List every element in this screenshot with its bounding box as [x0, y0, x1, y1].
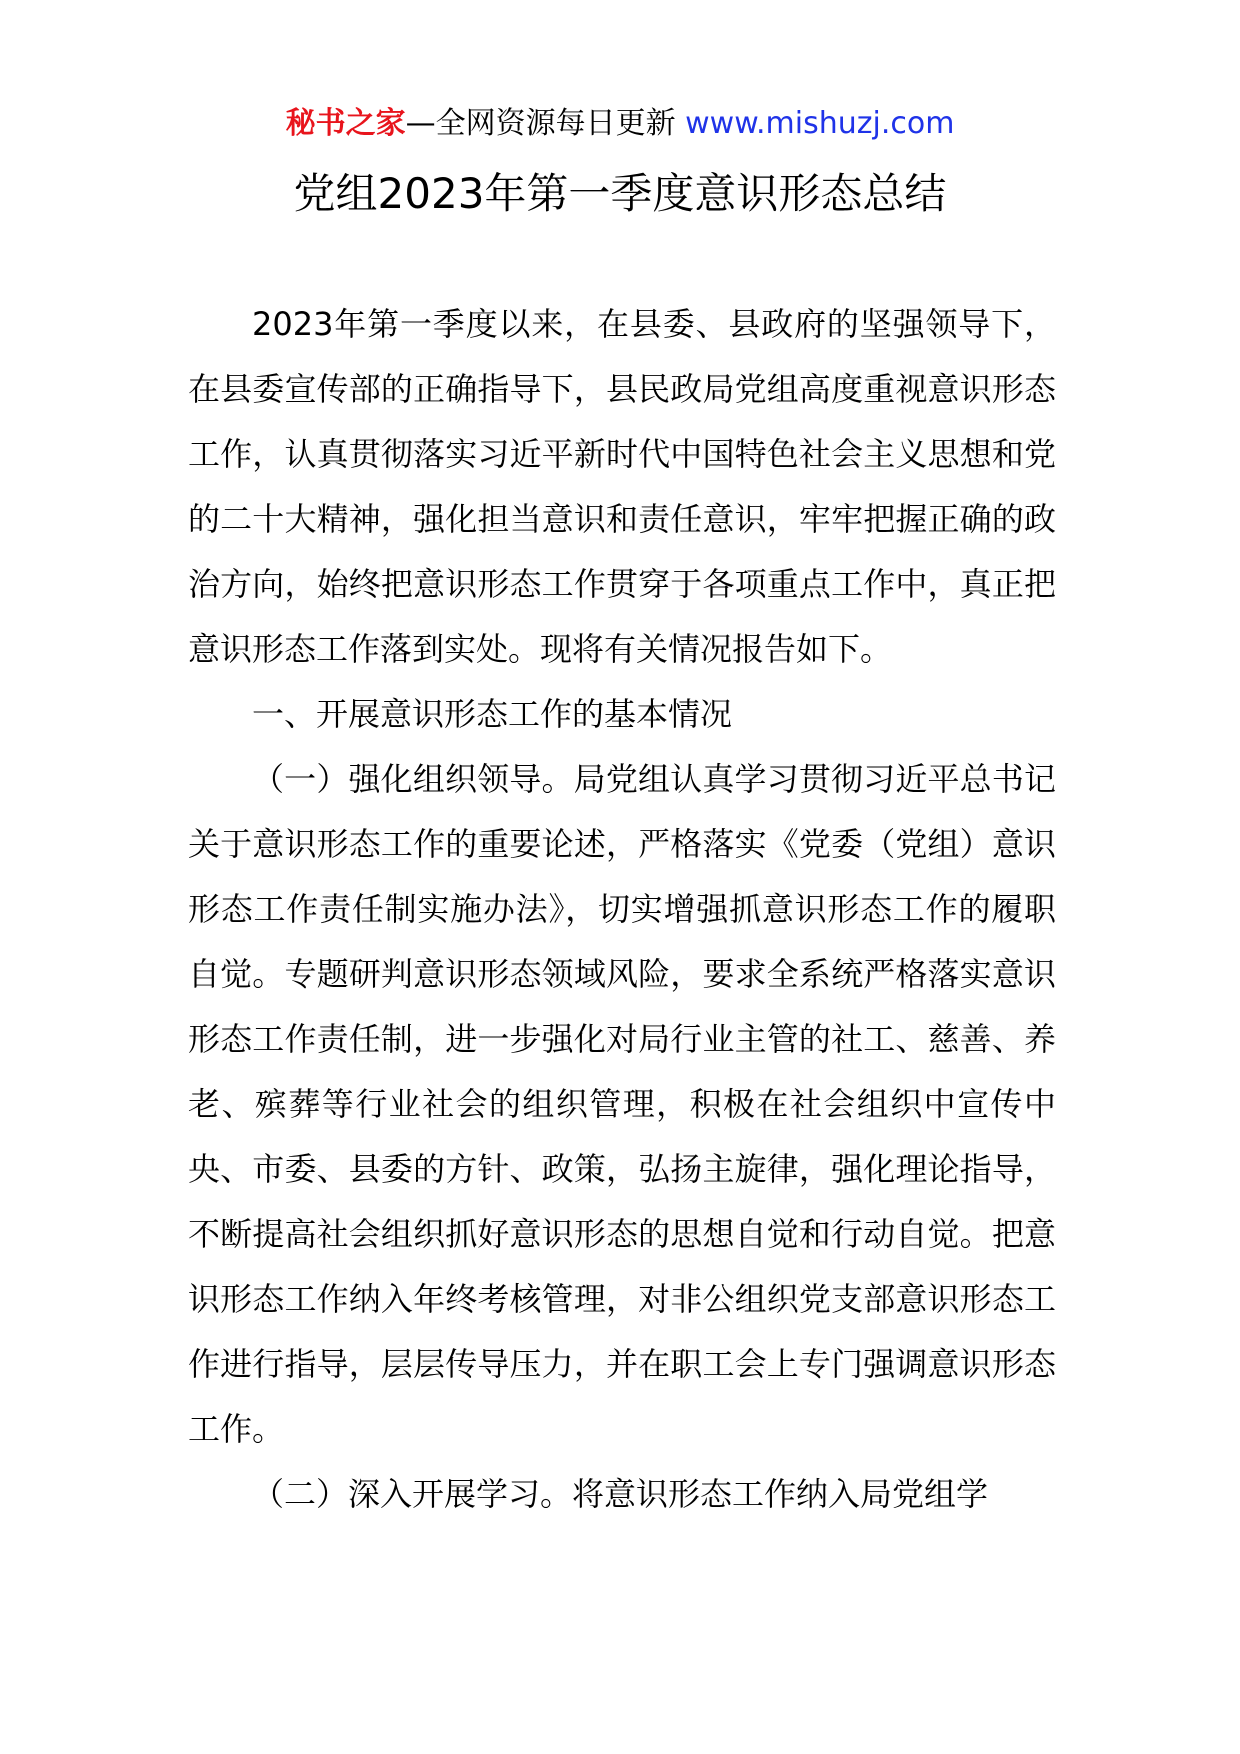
body-paragraph: （一）强化组织领导。局党组认真学习贯彻习近平总书记关于意识形态工作的重要论述，严格落实《党委（党组）意识形态工作责任制实施办法》，切实增强抓意识形态工作的履职自觉。专题研判意识形态领域风险，要求全系统严格落实意识形态工作责任制，进一步强化对局行业主管的社工、慈善、养老、殡葬等行业社会的组织管理，积极在社会组织中宣传中央、市委、县委的方针、政策，弘扬主旋律，强化理论指导，不断提高社会组织抓好意识形态的思想自觉和行动自觉。把意识形态工作纳入年终考核管理，对非公组织党支部意识形态工作进行指导，层层传导压力，并在职工会上专门强调意识形态工作。	[188, 760, 1056, 1448]
document-title: 党组2023年第一季度意识形态总结	[293, 169, 947, 218]
site-tagline: —全网资源每日更新	[405, 106, 686, 141]
intro-paragraph: 2023年第一季度以来，在县委、县政府的坚强领导下，在县委宣传部的正确指导下，县民政局党组高度重视意识形态工作，认真贯彻落实习近平新时代中国特色社会主义思想和党的二十大精神，强化担当意识和责任意识，牢牢把握正确的政治方向，始终把意识形态工作贯穿于各项重点工作中，真正把意识形态工作落到实处。现将有关情况报告如下。	[188, 305, 1056, 668]
section-heading: 一、开展意识形态工作的基本情况	[252, 695, 733, 733]
document-body	[188, 292, 1056, 1527]
site-brand: 秘书之家	[285, 106, 406, 141]
watermark-header	[0, 100, 1240, 148]
site-url-link[interactable]: www.mishuzj.com	[685, 106, 955, 141]
body-paragraph: （二）深入开展学习。将意识形态工作纳入局党组学	[252, 1475, 989, 1513]
